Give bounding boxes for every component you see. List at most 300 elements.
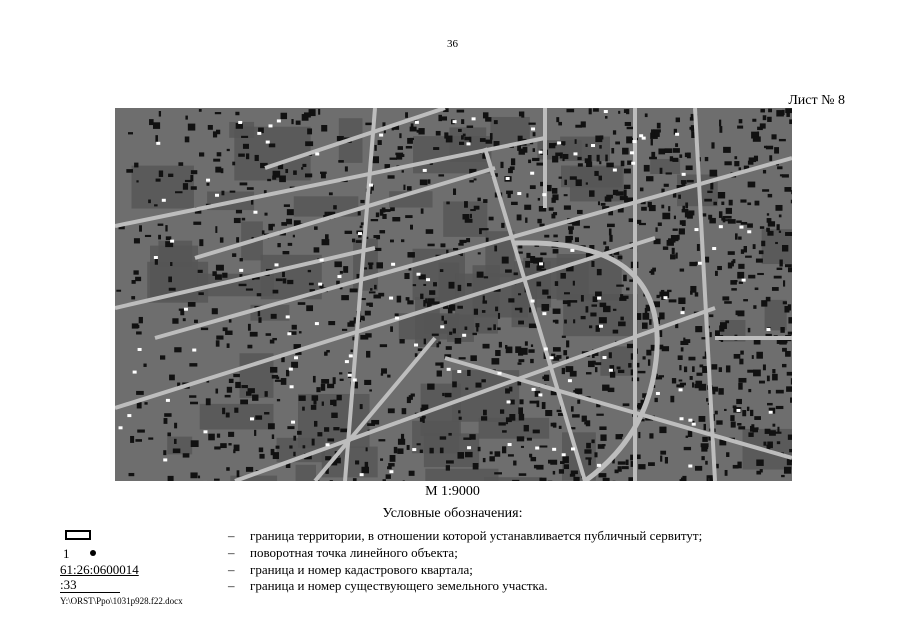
building bbox=[446, 465, 450, 470]
building bbox=[669, 299, 677, 302]
building bbox=[334, 261, 341, 267]
building bbox=[482, 310, 485, 313]
building bbox=[483, 410, 487, 416]
building bbox=[672, 248, 675, 254]
building bbox=[403, 480, 405, 481]
building bbox=[397, 448, 403, 454]
map-label-speck bbox=[414, 344, 418, 347]
building bbox=[183, 183, 188, 190]
map-label-speck bbox=[573, 152, 577, 155]
building bbox=[302, 164, 306, 167]
building bbox=[208, 434, 215, 441]
building bbox=[329, 192, 333, 195]
building bbox=[268, 423, 275, 429]
building bbox=[258, 317, 261, 323]
map-label-speck bbox=[542, 193, 546, 196]
map-label-speck bbox=[539, 262, 543, 265]
building bbox=[148, 437, 153, 439]
building bbox=[609, 228, 612, 235]
building bbox=[785, 264, 792, 267]
building bbox=[608, 388, 615, 392]
building bbox=[453, 188, 456, 194]
map-label-speck bbox=[532, 388, 536, 391]
building bbox=[409, 471, 415, 476]
building bbox=[174, 347, 181, 352]
building bbox=[624, 190, 627, 197]
building bbox=[789, 449, 792, 452]
building bbox=[134, 325, 139, 328]
building bbox=[553, 309, 561, 314]
building bbox=[440, 436, 446, 439]
building bbox=[420, 179, 428, 185]
building bbox=[674, 216, 676, 219]
building bbox=[457, 110, 465, 113]
building bbox=[595, 291, 602, 296]
building bbox=[259, 454, 264, 459]
map-label-speck bbox=[286, 315, 290, 318]
building bbox=[788, 435, 792, 440]
building bbox=[333, 205, 337, 209]
building bbox=[724, 219, 729, 221]
building bbox=[781, 475, 785, 477]
building bbox=[493, 324, 496, 330]
map-label-speck bbox=[138, 348, 142, 351]
building bbox=[490, 133, 493, 140]
building bbox=[229, 319, 232, 322]
building bbox=[185, 136, 190, 142]
building bbox=[227, 149, 230, 151]
building bbox=[577, 157, 581, 160]
building bbox=[563, 154, 569, 159]
building bbox=[591, 304, 597, 306]
building bbox=[679, 380, 683, 382]
building bbox=[474, 206, 480, 210]
map-label-speck bbox=[203, 430, 207, 433]
building bbox=[581, 295, 584, 302]
building bbox=[216, 340, 220, 346]
building bbox=[406, 297, 410, 300]
building bbox=[246, 391, 252, 395]
building bbox=[461, 135, 464, 139]
building bbox=[270, 367, 277, 373]
building bbox=[775, 205, 782, 211]
building bbox=[246, 153, 249, 159]
building bbox=[560, 273, 565, 279]
building bbox=[686, 165, 693, 170]
building bbox=[518, 245, 522, 248]
building bbox=[529, 324, 537, 329]
map-label-speck bbox=[369, 184, 373, 187]
building bbox=[646, 305, 650, 311]
building bbox=[553, 347, 561, 352]
building bbox=[469, 180, 473, 182]
building bbox=[569, 228, 573, 234]
building bbox=[366, 351, 370, 358]
building bbox=[756, 459, 763, 465]
building bbox=[701, 456, 704, 460]
building bbox=[446, 346, 452, 350]
building bbox=[512, 160, 515, 165]
building bbox=[345, 231, 352, 234]
building bbox=[483, 344, 490, 349]
building bbox=[465, 327, 468, 330]
building bbox=[244, 145, 248, 148]
building bbox=[788, 332, 792, 335]
building bbox=[135, 277, 141, 281]
building bbox=[398, 439, 405, 445]
building bbox=[620, 294, 623, 298]
map-label-speck bbox=[530, 172, 534, 175]
building bbox=[533, 430, 540, 434]
legend-item-parcel bbox=[228, 578, 548, 594]
building bbox=[258, 311, 260, 316]
building bbox=[502, 446, 506, 453]
building bbox=[628, 477, 633, 481]
building bbox=[544, 235, 549, 238]
map-label-speck bbox=[423, 169, 427, 172]
page-number: 36 bbox=[447, 38, 458, 50]
map-label-speck bbox=[266, 141, 270, 144]
building bbox=[139, 225, 142, 231]
building bbox=[381, 368, 387, 373]
building bbox=[552, 156, 558, 163]
building bbox=[790, 397, 792, 402]
building bbox=[585, 144, 587, 147]
building bbox=[238, 154, 245, 157]
building bbox=[246, 467, 253, 472]
building bbox=[624, 169, 631, 174]
building bbox=[437, 370, 442, 376]
building bbox=[304, 112, 311, 117]
building bbox=[571, 471, 578, 475]
building bbox=[609, 235, 612, 242]
building bbox=[480, 138, 486, 142]
building bbox=[191, 440, 199, 447]
building bbox=[551, 423, 556, 427]
building bbox=[603, 306, 611, 312]
building bbox=[490, 451, 493, 454]
building bbox=[277, 399, 280, 401]
building bbox=[788, 304, 791, 310]
building bbox=[467, 126, 474, 128]
building bbox=[424, 339, 426, 345]
building bbox=[457, 452, 464, 459]
building bbox=[733, 259, 736, 263]
building bbox=[651, 152, 655, 159]
building bbox=[255, 415, 262, 419]
building bbox=[739, 167, 742, 170]
building bbox=[596, 414, 603, 416]
building bbox=[194, 320, 198, 323]
building bbox=[427, 244, 434, 247]
building bbox=[539, 478, 546, 481]
sheet-label: Лист № 8 bbox=[788, 93, 845, 108]
building bbox=[661, 205, 664, 209]
map-label-speck bbox=[287, 332, 291, 335]
building bbox=[518, 293, 521, 295]
building bbox=[232, 253, 236, 257]
building bbox=[397, 296, 401, 303]
building bbox=[426, 229, 434, 234]
building bbox=[401, 239, 404, 242]
building bbox=[784, 187, 791, 192]
building bbox=[704, 199, 712, 202]
map-label-speck bbox=[639, 134, 643, 137]
building bbox=[760, 226, 764, 229]
building bbox=[227, 387, 232, 393]
building bbox=[464, 201, 468, 208]
building bbox=[356, 240, 362, 243]
building bbox=[589, 190, 595, 196]
building bbox=[234, 408, 238, 413]
building bbox=[666, 172, 672, 174]
building bbox=[575, 125, 582, 128]
building bbox=[530, 359, 534, 363]
map-label-speck bbox=[277, 119, 281, 122]
building bbox=[617, 367, 621, 370]
building bbox=[643, 356, 646, 359]
building bbox=[656, 295, 659, 298]
building bbox=[776, 406, 784, 409]
building bbox=[341, 295, 349, 300]
building bbox=[738, 310, 745, 316]
building bbox=[611, 148, 614, 153]
building bbox=[763, 170, 766, 174]
building bbox=[518, 359, 524, 362]
building bbox=[623, 403, 630, 406]
building bbox=[577, 210, 583, 214]
building bbox=[766, 146, 773, 150]
building bbox=[531, 344, 533, 347]
building bbox=[380, 344, 387, 347]
building bbox=[316, 387, 320, 392]
building bbox=[432, 334, 439, 336]
building bbox=[306, 305, 313, 311]
building bbox=[137, 402, 142, 408]
building bbox=[712, 364, 718, 369]
building bbox=[553, 471, 555, 475]
building bbox=[188, 124, 195, 131]
building bbox=[353, 478, 357, 481]
building bbox=[737, 423, 741, 426]
building bbox=[270, 340, 275, 344]
map-label-speck bbox=[467, 446, 471, 449]
building bbox=[436, 131, 441, 136]
building bbox=[338, 160, 344, 163]
building bbox=[739, 119, 743, 123]
building bbox=[506, 422, 508, 424]
building bbox=[318, 109, 320, 115]
building bbox=[680, 269, 684, 272]
building bbox=[169, 288, 176, 291]
city-block bbox=[765, 300, 787, 331]
building bbox=[134, 163, 138, 168]
building bbox=[741, 249, 744, 254]
building bbox=[742, 410, 746, 416]
building bbox=[473, 463, 479, 469]
map-label-speck bbox=[508, 443, 512, 446]
building bbox=[645, 113, 648, 117]
building bbox=[392, 217, 400, 221]
building bbox=[570, 371, 577, 377]
building bbox=[695, 292, 699, 296]
building bbox=[766, 228, 770, 232]
map-label-speck bbox=[318, 283, 322, 286]
building bbox=[272, 434, 274, 439]
building bbox=[481, 416, 487, 420]
building bbox=[313, 376, 316, 383]
building bbox=[351, 350, 353, 353]
building bbox=[324, 427, 329, 432]
building bbox=[660, 168, 663, 174]
building bbox=[646, 350, 651, 356]
building bbox=[439, 116, 447, 120]
building bbox=[540, 253, 546, 256]
legend-item-text: граница и номер существующего земельного участка. bbox=[250, 578, 548, 593]
building bbox=[603, 241, 606, 244]
building bbox=[387, 466, 392, 469]
building bbox=[453, 248, 458, 250]
building bbox=[628, 363, 631, 368]
building bbox=[684, 367, 687, 373]
building bbox=[440, 243, 445, 247]
building bbox=[748, 328, 751, 332]
map-label-speck bbox=[250, 417, 254, 420]
building bbox=[467, 370, 470, 376]
building bbox=[418, 128, 424, 134]
building bbox=[287, 209, 294, 215]
building bbox=[743, 299, 748, 301]
building bbox=[657, 123, 661, 129]
building bbox=[563, 143, 565, 146]
building bbox=[459, 142, 464, 145]
building bbox=[622, 466, 629, 469]
building bbox=[446, 394, 451, 396]
building bbox=[750, 410, 753, 416]
building bbox=[387, 375, 390, 378]
legend-dash: – bbox=[228, 562, 235, 577]
building bbox=[547, 296, 551, 299]
building bbox=[198, 270, 203, 273]
building bbox=[607, 224, 615, 227]
legend-item-quarter bbox=[228, 562, 473, 578]
building bbox=[779, 215, 782, 218]
building bbox=[531, 457, 537, 461]
building bbox=[753, 370, 761, 377]
building bbox=[637, 454, 641, 459]
building bbox=[648, 462, 655, 466]
building bbox=[584, 226, 590, 228]
building bbox=[767, 376, 770, 382]
building bbox=[500, 162, 503, 168]
building bbox=[719, 211, 723, 218]
building bbox=[513, 461, 516, 466]
building bbox=[287, 426, 294, 429]
legend-dash: – bbox=[228, 578, 235, 593]
building bbox=[692, 366, 695, 372]
building bbox=[553, 249, 559, 253]
building bbox=[667, 290, 671, 292]
building bbox=[505, 269, 512, 272]
building bbox=[448, 308, 452, 314]
building bbox=[597, 269, 602, 275]
building bbox=[382, 208, 386, 213]
map-label-speck bbox=[507, 400, 511, 403]
building bbox=[682, 307, 685, 310]
building bbox=[435, 362, 441, 365]
building bbox=[760, 123, 766, 128]
building bbox=[682, 220, 686, 226]
building bbox=[215, 112, 221, 114]
building bbox=[585, 457, 591, 459]
building bbox=[784, 467, 791, 474]
map-label-speck bbox=[472, 117, 476, 120]
building bbox=[350, 321, 357, 324]
building bbox=[191, 170, 197, 174]
building bbox=[288, 243, 292, 246]
building bbox=[515, 346, 521, 353]
building bbox=[340, 429, 347, 433]
building bbox=[217, 152, 222, 156]
map-label-speck bbox=[412, 448, 416, 451]
building bbox=[135, 439, 142, 442]
building bbox=[644, 165, 650, 172]
building bbox=[330, 480, 333, 481]
building bbox=[303, 445, 306, 448]
building bbox=[386, 474, 391, 479]
building bbox=[228, 432, 234, 437]
building bbox=[545, 410, 552, 416]
building bbox=[495, 451, 501, 456]
map-label-speck bbox=[498, 372, 502, 375]
building bbox=[679, 228, 685, 234]
building bbox=[676, 118, 680, 123]
building bbox=[537, 219, 541, 223]
building bbox=[616, 285, 623, 287]
building bbox=[156, 179, 161, 182]
building bbox=[340, 379, 344, 381]
building bbox=[738, 378, 746, 383]
building bbox=[272, 224, 275, 227]
building bbox=[390, 207, 395, 211]
building bbox=[599, 161, 601, 164]
map-label-speck bbox=[447, 368, 451, 371]
building bbox=[281, 378, 287, 385]
building bbox=[517, 214, 522, 220]
building bbox=[378, 140, 382, 145]
building bbox=[478, 447, 481, 451]
building bbox=[283, 278, 287, 283]
building bbox=[284, 204, 290, 207]
building bbox=[438, 342, 441, 345]
building bbox=[590, 313, 596, 317]
building bbox=[644, 316, 647, 319]
building bbox=[728, 251, 735, 255]
building bbox=[526, 253, 530, 258]
building bbox=[550, 460, 557, 465]
building bbox=[214, 479, 220, 481]
building bbox=[230, 191, 236, 193]
building bbox=[322, 239, 330, 245]
building bbox=[769, 155, 772, 161]
building bbox=[463, 437, 471, 439]
building bbox=[287, 280, 293, 284]
building bbox=[564, 194, 568, 196]
building bbox=[748, 275, 755, 279]
building bbox=[461, 119, 464, 124]
building bbox=[214, 446, 220, 449]
building bbox=[560, 461, 565, 464]
